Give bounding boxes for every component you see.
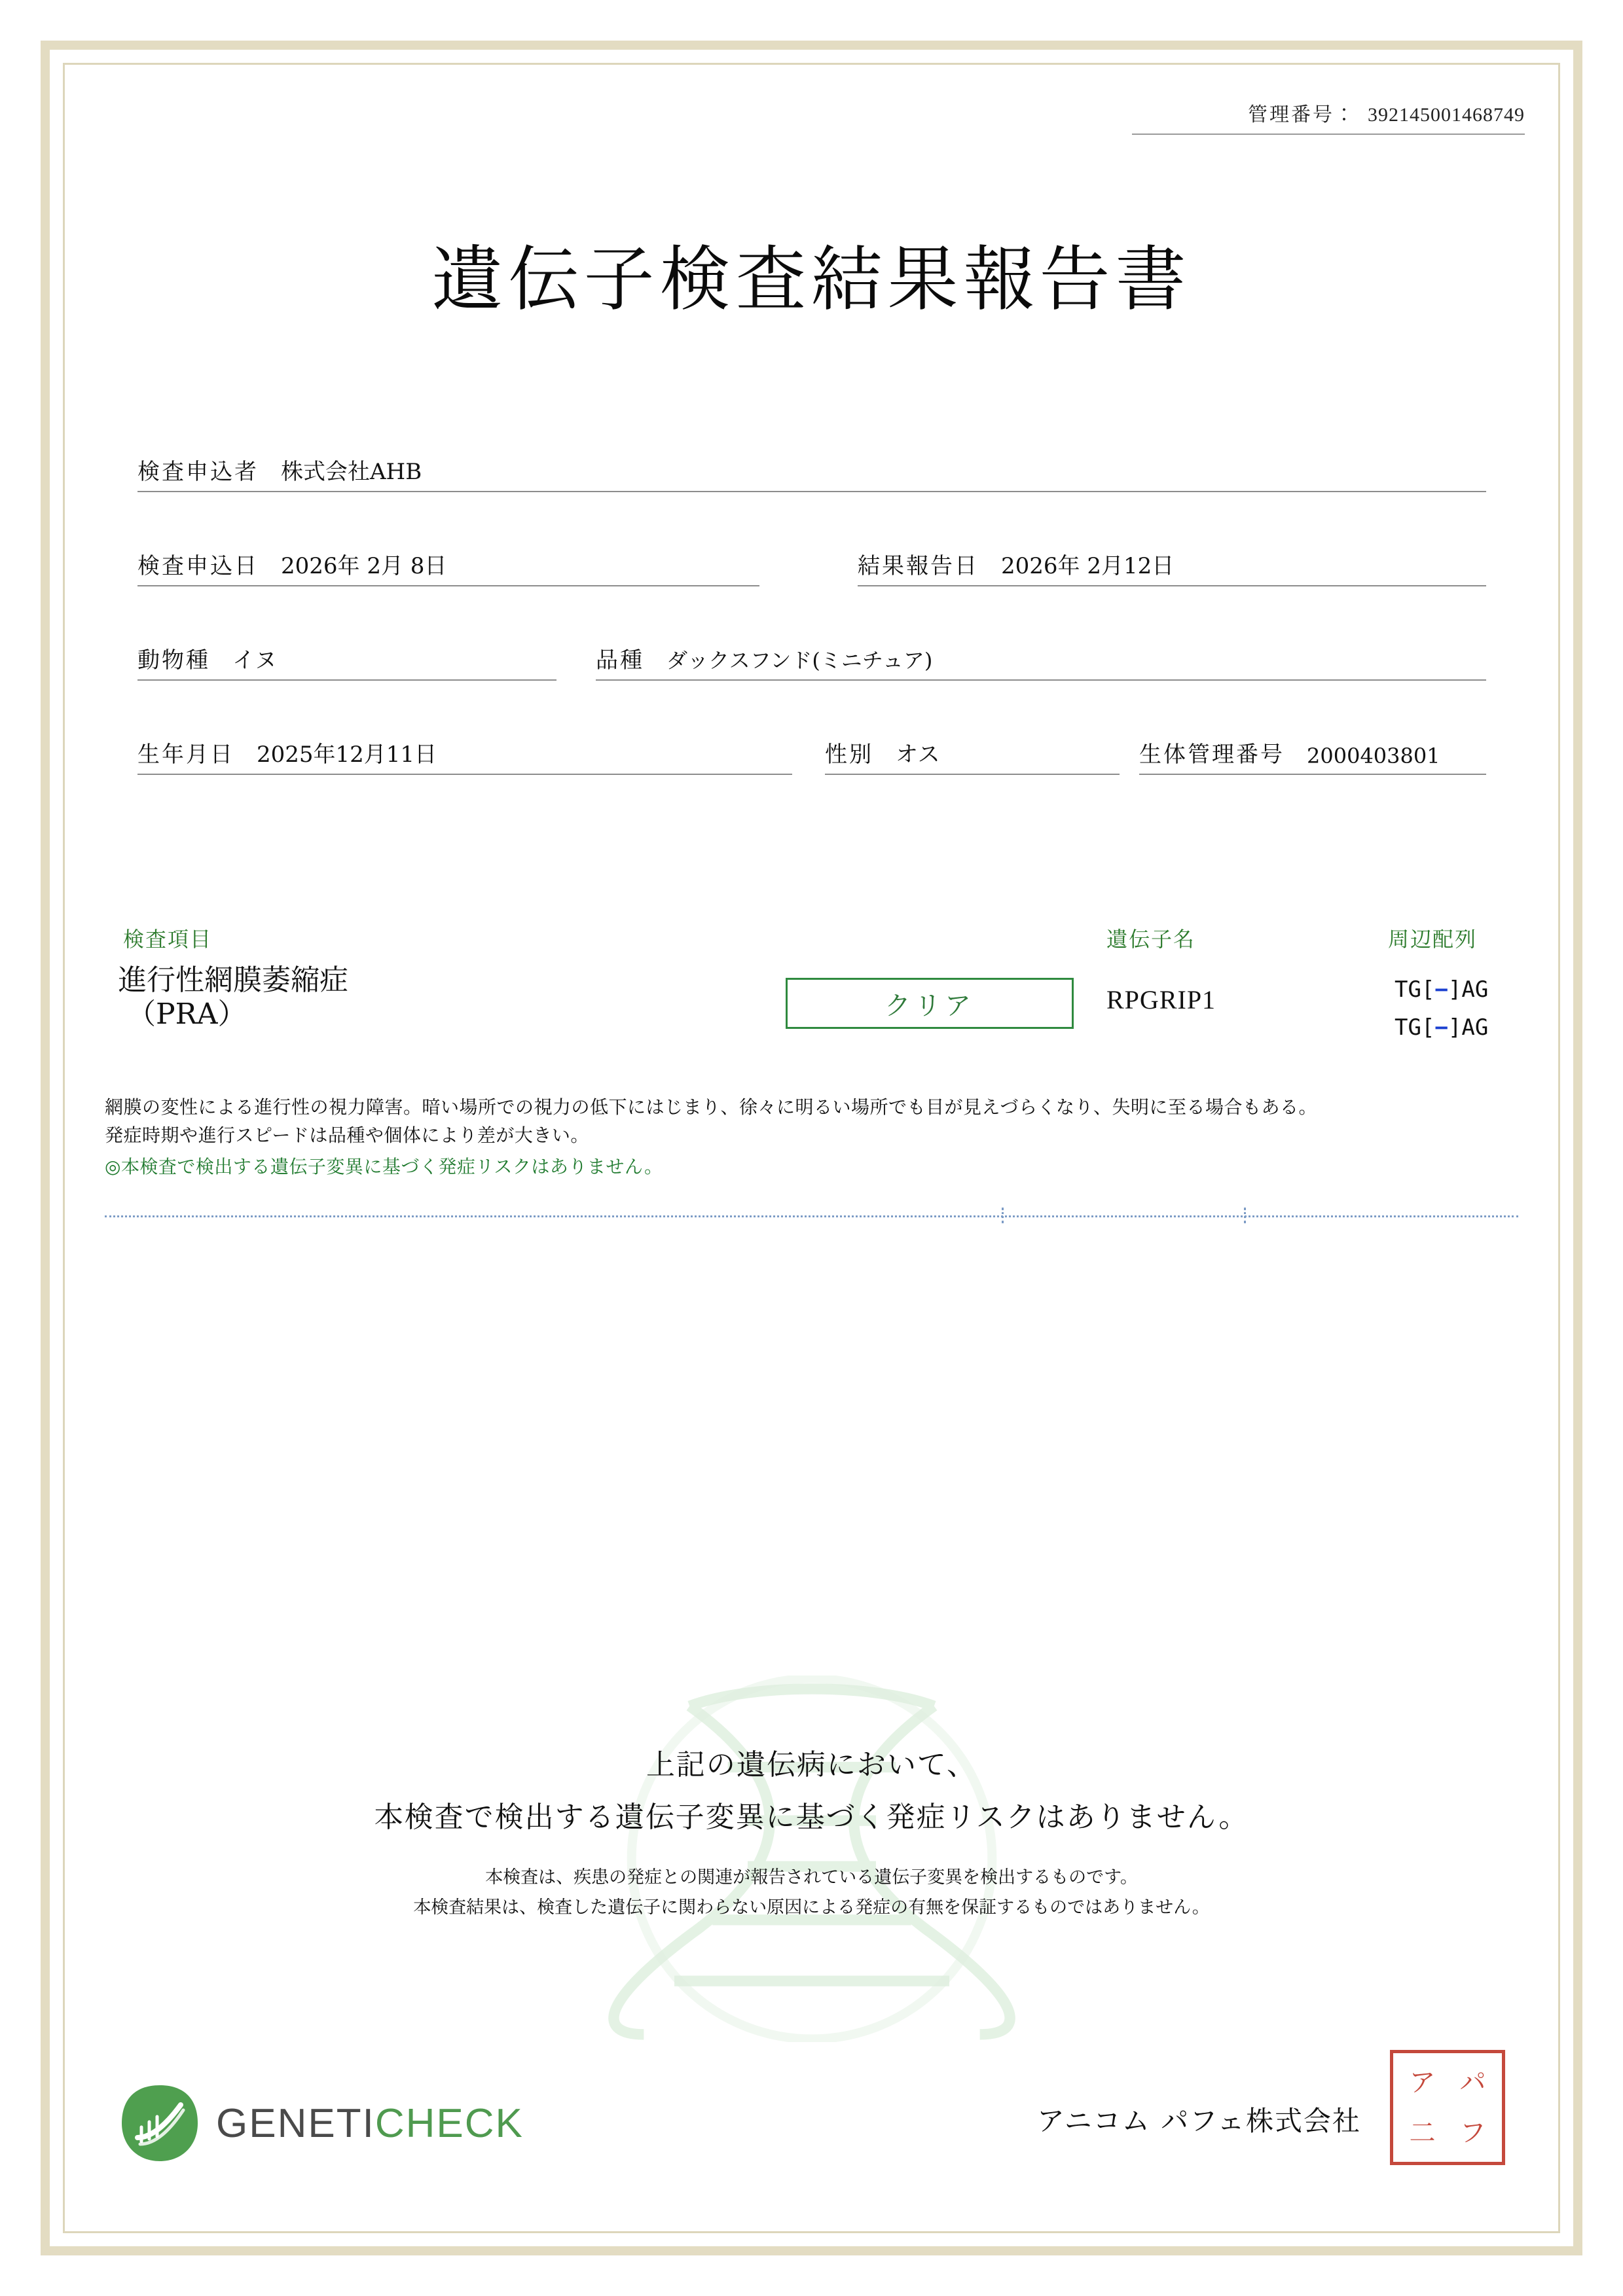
disease-name [118, 963, 348, 1031]
summary-line-1: 上記の遺伝病において、 [646, 1748, 977, 1782]
breed-label: 品種 [596, 647, 644, 673]
control-number [1132, 98, 1525, 135]
field-sex [825, 734, 1120, 775]
field-apply-date [137, 546, 759, 586]
apply-date-label: 検査申込日 [137, 553, 259, 579]
disease-name-abbrev: （PRA） [127, 997, 247, 1031]
page-content [98, 79, 1525, 2217]
seal-char: フ [1459, 2117, 1486, 2148]
geneticheck-logo [118, 2081, 524, 2165]
apply-date-value: 2026年 2月 8日 [281, 553, 447, 579]
page-footer [98, 2047, 1525, 2178]
sequence-mutation: − [1434, 1014, 1448, 1041]
test-result-row [111, 960, 1518, 1064]
species-label: 動物種 [137, 647, 210, 673]
divider-tick [1002, 1208, 1004, 1223]
seal-char: パ [1459, 2067, 1486, 2098]
species-value: イヌ [232, 647, 277, 673]
sex-label: 性別 [825, 742, 873, 768]
leaf-dna-icon [118, 2081, 202, 2165]
animal-number-label: 生体管理番号 [1139, 742, 1285, 768]
field-birthdate [137, 734, 792, 775]
field-species [137, 640, 556, 681]
report-date-label: 結果報告日 [858, 553, 979, 579]
test-result-header [111, 923, 1518, 953]
test-result-section [111, 923, 1518, 1064]
disease-description [105, 1093, 1518, 1181]
logo-wordmark-part2: CHECK [374, 2100, 524, 2146]
animal-number-value: 2000403801 [1307, 744, 1440, 768]
column-header-gene-name: 遺伝子名 [1106, 927, 1196, 952]
disclaimer-line-2: 本検査結果は、検査した遺伝子に関わらない原因による発症の有無を保証するものではありません。 [413, 1897, 1210, 1918]
field-report-date [858, 546, 1486, 586]
divider-tick [1244, 1208, 1246, 1223]
disclaimer-line-1: 本検査は、疾患の発症との関連が報告されている遺伝子変異を検出するものです。 [485, 1867, 1138, 1888]
result-badge [786, 978, 1074, 1029]
applicant-value: 株式会社AHB [281, 459, 422, 485]
info-row-species [137, 634, 1518, 681]
sequence-list [1395, 971, 1488, 1047]
field-breed [596, 640, 1486, 681]
gene-name-value: RPGRIP1 [1106, 985, 1216, 1014]
seal-char: 二 [1409, 2117, 1436, 2148]
sequence-right: AG [1461, 1014, 1489, 1041]
logo-wordmark [216, 2100, 524, 2147]
description-line-1: 網膜の変性による進行性の視力障害。暗い場所での視力の低下にはじまり、徐々に明るい場所でも目が見えづらくなり、失明に至る場合もある。 [105, 1096, 1317, 1118]
applicant-label: 検査申込者 [137, 459, 259, 485]
description-risk-note: ◎本検査で検出する遺伝子変異に基づく発症リスクはありません。 [105, 1155, 663, 1177]
animal-info-section [137, 445, 1518, 822]
summary-line-2: 本検査で検出する遺伝子変異に基づく発症リスクはありません。 [374, 1801, 1249, 1834]
description-line-2: 発症時期や進行スピードは品種や個体により差が大きい。 [105, 1124, 589, 1147]
birthdate-value: 2025年12月11日 [257, 742, 437, 768]
info-row-applicant [137, 445, 1518, 492]
control-number-label: 管理番号： [1248, 104, 1356, 126]
sequence-left: TG [1395, 1014, 1421, 1041]
logo-wordmark-part1: GENETI [216, 2100, 375, 2146]
divider-line [105, 1215, 1518, 1217]
column-header-sequence: 周辺配列 [1388, 927, 1478, 952]
sequence-mutation: − [1434, 977, 1448, 1003]
report-date-value: 2026年 2月12日 [1001, 553, 1175, 579]
sequence-right: AG [1461, 977, 1489, 1003]
sequence-row: TG[−]AG [1395, 1014, 1489, 1041]
birthdate-label: 生年月日 [137, 742, 234, 768]
issuer-company-name: アニコム パフェ株式会社 [1036, 2105, 1361, 2137]
summary-disclaimer [98, 1863, 1525, 1923]
seal-characters [1397, 2057, 1498, 2158]
overall-summary [98, 1741, 1525, 1923]
column-header-test-item: 検査項目 [123, 927, 213, 952]
field-applicant [137, 452, 1486, 492]
sequence-row: TG[−]AG [1395, 977, 1489, 1003]
sex-value: オス [896, 742, 940, 768]
disease-name-main: 進行性網膜萎縮症 [118, 963, 348, 997]
page-title: 遺伝子検査結果報告書 [431, 239, 1192, 321]
seal-char: ア [1409, 2067, 1436, 2098]
result-badge-text: クリア [884, 990, 975, 1021]
sequence-left: TG [1395, 977, 1421, 1003]
field-animal-number [1139, 734, 1486, 775]
control-number-value: 392145001468749 [1368, 104, 1525, 126]
section-divider [105, 1208, 1518, 1223]
company-seal [1390, 2050, 1505, 2165]
info-row-dates [137, 539, 1518, 586]
breed-value: ダックスフンド(ミニチュア) [666, 648, 933, 673]
info-row-birth [137, 728, 1518, 775]
